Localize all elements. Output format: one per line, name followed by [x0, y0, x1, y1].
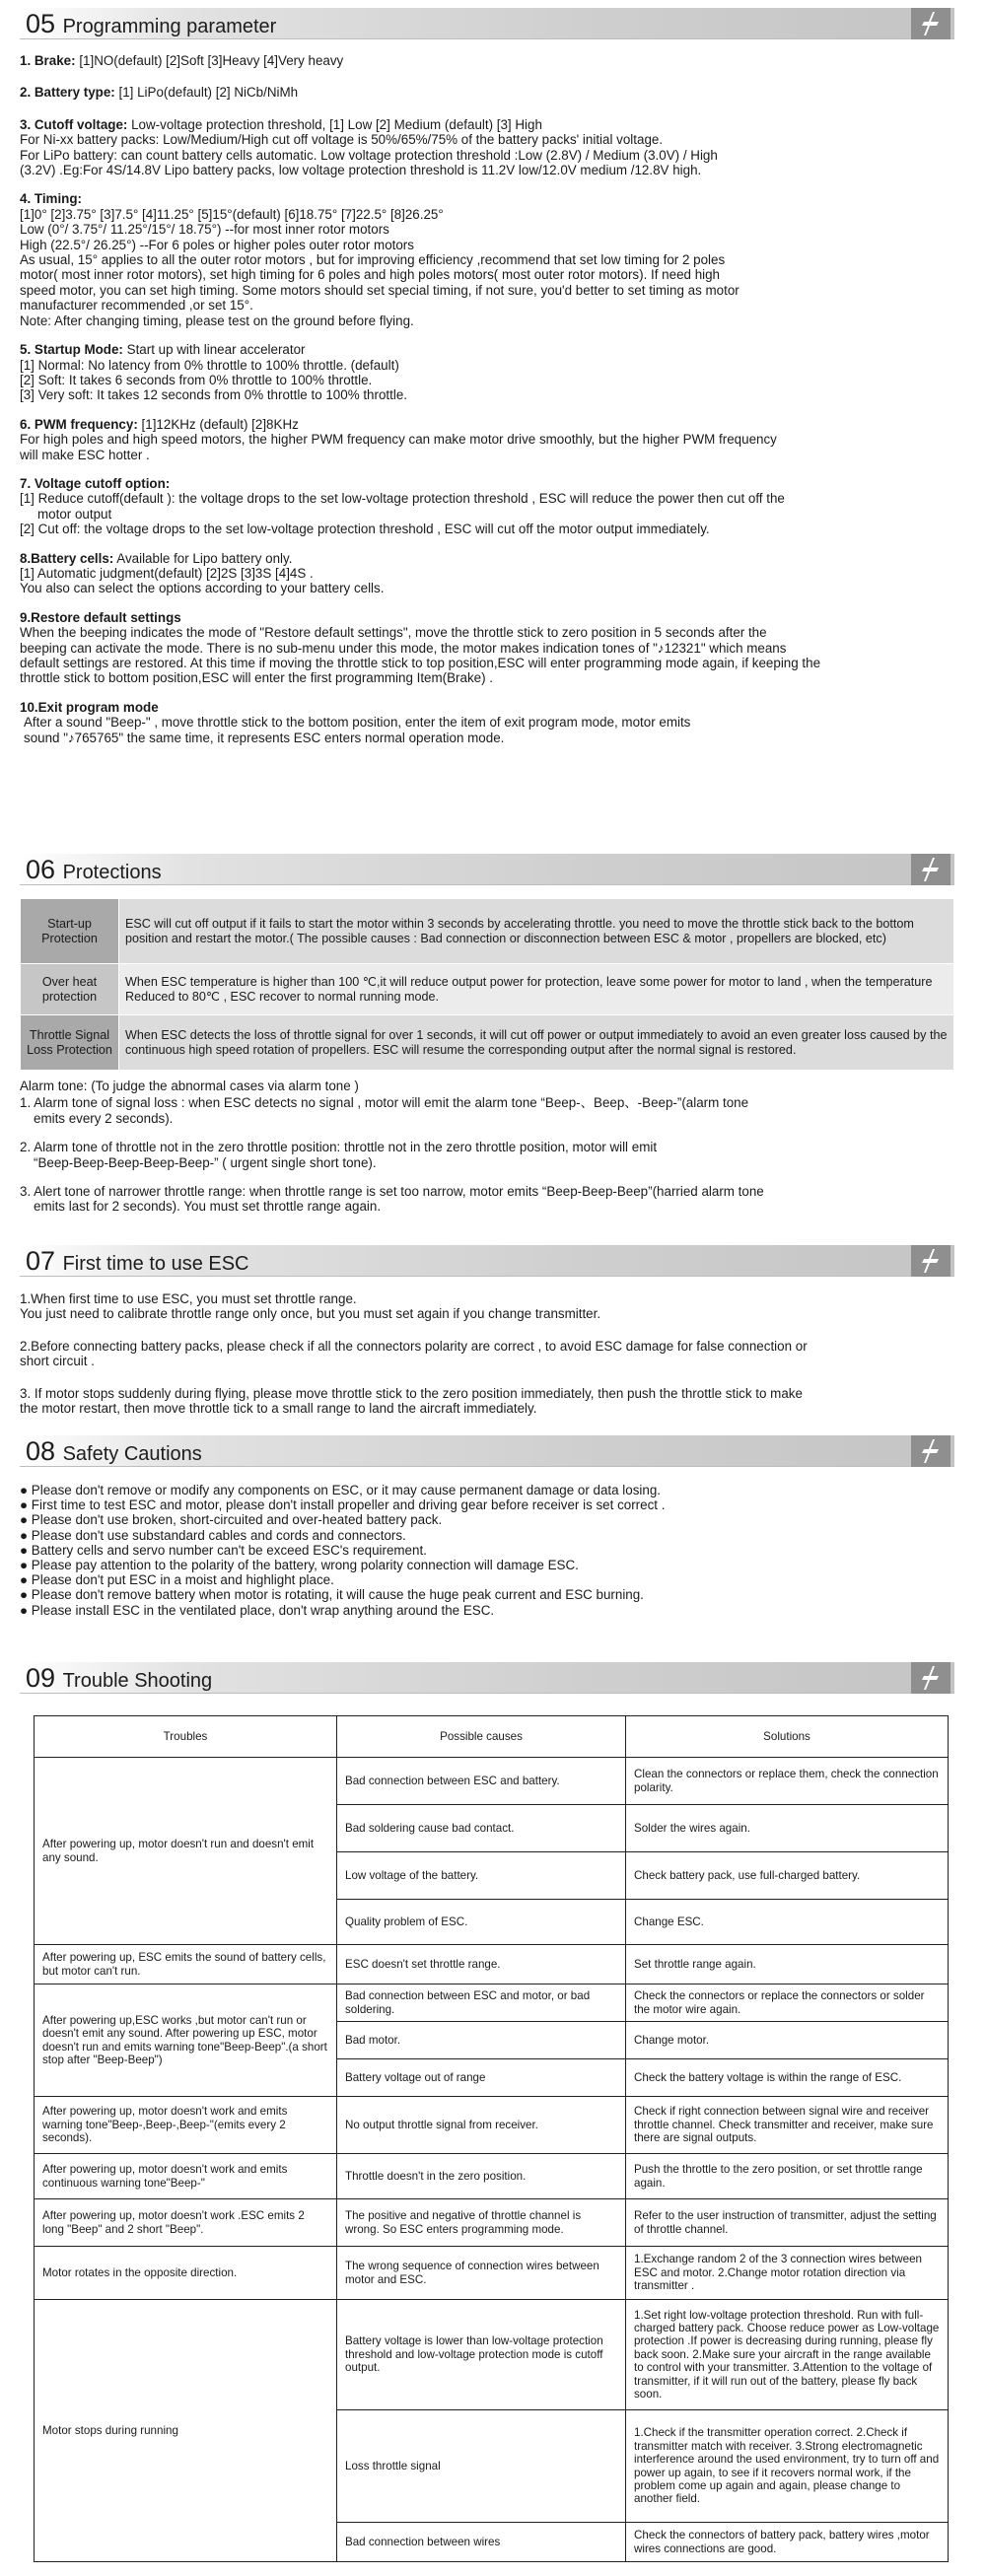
- first-use-item: You just need to calibrate throttle range only once, but you must set again if you change transmitter.: [20, 1306, 601, 1322]
- caution-item: ● Please don't use substandard cables and cords and connectors.: [20, 1527, 406, 1543]
- protection-label: Start-up Protection: [21, 899, 119, 964]
- trouble-cell: After powering up, motor doesn't run and doesn't emit any sound.: [35, 1758, 337, 1945]
- startup-line: [1] Normal: No latency from 0% throttle to 100% throttle. (default): [20, 357, 399, 373]
- cause-cell: Bad motor.: [337, 2022, 626, 2059]
- caution-item: ● Please install ESC in the ventilated place, don't wrap anything around the ESC.: [20, 1602, 495, 1618]
- cause-cell: The positive and negative of throttle channel is wrong. So ESC enters programming mode.: [337, 2199, 626, 2247]
- caution-item: ● Please don't remove battery when motor is rotating, it will cause the huge peak current and ESC burning.: [20, 1587, 644, 1603]
- table-row: [35, 1984, 949, 2022]
- brand-logo-icon: [911, 854, 951, 885]
- solution-cell: Refer to the user instruction of transmitter, adjust the setting of throttle channel.: [626, 2199, 949, 2247]
- protection-desc: ESC will cut off output if it fails to start the motor within 3 seconds by accelerating throttle. you need to move the throttle stick back to the bottom position and restart the motor.( The possible causes : Bad connection or disconnection between ESC & motor , propellers are blocked, etc): [119, 899, 954, 964]
- caution-item: ● Please don't put ESC in a moist and highlight place.: [20, 1572, 334, 1588]
- cause-cell: Bad soldering cause bad contact.: [337, 1805, 626, 1852]
- battery-type-param: 2. Battery type: [1] LiPo(default) [2] NiCb/NiMh: [20, 85, 299, 101]
- trouble-shooting-table: [34, 1715, 949, 2562]
- cause-cell: The wrong sequence of connection wires between motor and ESC.: [337, 2247, 626, 2300]
- table-row: [35, 2199, 949, 2247]
- vco-line: motor output: [37, 506, 112, 522]
- trouble-cell: After powering up, motor doesn't work and emits continuous warning tone"Beep-": [35, 2154, 337, 2199]
- alarm-intro: Alarm tone: (To judge the abnormal cases via alarm tone ): [20, 1079, 359, 1093]
- trouble-cell: After powering up,ESC works ,but motor can't run or doesn't emit any sound. After powering up ESC, motor doesn't run and emits warning tone"Beep-Beep".(a short stop after "Beep-Beep"): [35, 1984, 337, 2097]
- alarm-item: emits every 2 seconds).: [34, 1110, 174, 1126]
- section-title-08: 08 Safety Cautions: [26, 1436, 202, 1466]
- column-header: Troubles: [35, 1716, 337, 1758]
- timing-line: motor( most inner rotor motors), set high timing for 6 poles and high poles motors( most outer rotor motors). If need high: [20, 267, 721, 283]
- voltage-cutoff-param: 7. Voltage cutoff option:: [20, 475, 171, 491]
- solution-cell: Change ESC.: [626, 1900, 949, 1945]
- caution-item: ● Please pay attention to the polarity of the battery, wrong polarity connection will damage ESC.: [20, 1558, 579, 1573]
- cause-cell: No output throttle signal from receiver.: [337, 2097, 626, 2154]
- exit-line: After a sound "Beep-" , move throttle stick to the bottom position, enter the item of exit program mode, motor emits: [24, 715, 691, 731]
- first-use-item: 1.When first time to use ESC, you must set throttle range.: [20, 1291, 357, 1306]
- trouble-cell: After powering up, motor doesn't work and emits warning tone"Beep-,Beep-,Beep-"(emits every 2 seconds).: [35, 2097, 337, 2154]
- timing-line: As usual, 15° applies to all the outer rotor motors , but for improving efficiency ,recommend that set low timing for 2 poles: [20, 252, 726, 268]
- restore-line: beeping can activate the mode. There is no sub-menu under this mode, the motor makes indication tones of "♪12321" which means: [20, 640, 787, 656]
- startup-mode-param: 5. Startup Mode: Start up with linear accelerator: [20, 342, 306, 358]
- brand-logo-icon: [911, 1435, 951, 1467]
- solution-cell: 1.Check if the transmitter operation correct. 2.Check if transmitter match with receiver. 3.Strong electromagnetic interference around the used environment, try to turn off and power up again, to see if it recovers normal work, if the problem come up again and again, please change to another field.: [626, 2410, 949, 2523]
- solution-cell: Set throttle range again.: [626, 1945, 949, 1984]
- solution-cell: Check battery pack, use full-charged battery.: [626, 1852, 949, 1900]
- timing-line: [1]0° [2]3.75° [3]7.5° [4]11.25° [5]15°(default) [6]18.75° [7]22.5° [8]26.25°: [20, 206, 444, 222]
- solution-cell: Check the connectors of battery pack, battery wires ,motor wires connections are good.: [626, 2523, 949, 2562]
- caution-item: ● Please don't use broken, short-circuited and over-heated battery pack.: [20, 1512, 443, 1528]
- solution-cell: Check if right connection between signal wire and receiver throttle channel. Check transmitter and receiver, make sure there are signal outputs.: [626, 2097, 949, 2154]
- startup-line: [2] Soft: It takes 6 seconds from 0% throttle to 100% throttle.: [20, 372, 373, 387]
- alarm-item: 3. Alert tone of narrower throttle range: when throttle range is set too narrow, motor emits “Beep-Beep-Beep”(harried alarm tone: [20, 1184, 764, 1200]
- first-use-item: short circuit .: [20, 1354, 95, 1369]
- brand-logo-icon: [911, 1662, 951, 1694]
- section-title-09: 09 Trouble Shooting: [26, 1663, 213, 1693]
- section-header-07: [20, 1245, 954, 1277]
- solution-cell: Check the battery voltage is within the range of ESC.: [626, 2059, 949, 2097]
- table-header-row: [35, 1716, 949, 1758]
- table-row: [21, 899, 954, 964]
- protection-label: Throttle Signal Loss Protection: [21, 1015, 119, 1071]
- caution-item: ● Battery cells and servo number can't be exceed ESC's requirement.: [20, 1542, 427, 1558]
- section-header-09: [20, 1662, 954, 1694]
- trouble-cell: Motor stops during running: [35, 2300, 337, 2562]
- protection-label: Over heat protection: [21, 964, 119, 1015]
- exit-program-param: 10.Exit program mode: [20, 699, 159, 715]
- startup-line: [3] Very soft: It takes 12 seconds from 0% throttle to 100% throttle.: [20, 387, 407, 403]
- cause-cell: Bad connection between ESC and battery.: [337, 1758, 626, 1805]
- timing-line: manufacturer recommended ,or set 15°.: [20, 298, 253, 313]
- column-header: Possible causes: [337, 1716, 626, 1758]
- alarm-tones: [20, 1079, 954, 1215]
- first-use-item: the motor restart, then move throttle tick to a small range to land the aircraft immediately.: [20, 1401, 537, 1417]
- cause-cell: Bad connection between wires: [337, 2523, 626, 2562]
- trouble-cell: Motor rotates in the opposite direction.: [35, 2247, 337, 2300]
- cause-cell: Battery voltage out of range: [337, 2059, 626, 2097]
- trouble-cell: After powering up, ESC emits the sound of battery cells, but motor can't run.: [35, 1945, 337, 1984]
- safety-cautions-list: [20, 1483, 954, 1618]
- timing-line: speed motor, you can set high timing. Some motors should set special timing, if not sure, you'd better to set timing as motor: [20, 282, 740, 298]
- cause-cell: Loss throttle signal: [337, 2410, 626, 2523]
- section-title-07: 07 First time to use ESC: [26, 1246, 249, 1276]
- table-row: [35, 1758, 949, 1805]
- cells-line: You also can select the options according to your battery cells.: [20, 581, 385, 596]
- table-row: [35, 1945, 949, 1984]
- solution-cell: Change motor.: [626, 2022, 949, 2059]
- cutoff-line: For Ni-xx battery packs: Low/Medium/High cut off voltage is 50%/65%/75% of the battery packs' initial voltage.: [20, 132, 664, 148]
- table-row: [35, 2154, 949, 2199]
- restore-line: When the beeping indicates the mode of "Restore default settings", move the throttle stick to zero position in 5 seconds after the: [20, 625, 767, 641]
- solution-cell: 1.Exchange random 2 of the 3 connection wires between ESC and motor. 2.Change motor rotation direction via transmitter .: [626, 2247, 949, 2300]
- section-header-06: [20, 854, 954, 885]
- cells-line: [1] Automatic judgment(default) [2]2S [3]3S [4]4S .: [20, 565, 314, 581]
- cause-cell: Low voltage of the battery.: [337, 1852, 626, 1900]
- restore-line: default settings are restored. At this time if moving the throttle stick to top position,ESC will enter programming mode again, if keeping the: [20, 656, 821, 670]
- pwm-param: 6. PWM frequency: [1]12KHz (default) [2]8KHz: [20, 416, 299, 432]
- caution-item: ● First time to test ESC and motor, please don't install propeller and driving gear before receiver is set correct .: [20, 1497, 666, 1513]
- table-row: [21, 964, 954, 1015]
- table-row: [21, 1015, 954, 1071]
- alarm-item: 2. Alarm tone of throttle not in the zero throttle position: throttle not in the zero throttle position, motor will emit: [20, 1140, 658, 1155]
- battery-cells-param: 8.Battery cells: Available for Lipo battery only.: [20, 550, 293, 566]
- pwm-line: For high poles and high speed motors, the higher PWM frequency can make motor drive smoothly, but the higher PWM frequency: [20, 432, 777, 448]
- brand-logo-icon: [911, 8, 951, 39]
- alarm-item: 1. Alarm tone of signal loss : when ESC detects no signal , motor will emit the alarm tone “Beep-、Beep、-Beep-”(alarm tone: [20, 1095, 749, 1111]
- solution-cell: Push the throttle to the zero position, or set throttle range again.: [626, 2154, 949, 2199]
- first-use-list: [20, 1291, 954, 1416]
- protections-table: [20, 898, 954, 1071]
- protection-desc: When ESC temperature is higher than 100 ℃,it will reduce output power for protection, leave some power for motor to land , when the temperature Reduced to 80℃ , ESC recover to normal running mode.: [119, 964, 954, 1015]
- vco-line: [1] Reduce cutoff(default ): the voltage drops to the set low-voltage protection threshold , ESC will reduce the power then cut off the: [20, 491, 785, 507]
- timing-line: Note: After changing timing, please test on the ground before flying.: [20, 313, 414, 328]
- cutoff-voltage-param: 3. Cutoff voltage: Low-voltage protection threshold, [1] Low [2] Medium (default) [3] High: [20, 116, 542, 132]
- brand-logo-icon: [911, 1245, 951, 1277]
- cause-cell: Throttle doesn't in the zero position.: [337, 2154, 626, 2199]
- alarm-item: emits last for 2 seconds). You must set throttle range again.: [34, 1199, 382, 1215]
- timing-line: Low (0°/ 3.75°/ 11.25°/15°/ 18.75°) --for most inner rotor motors: [20, 222, 389, 238]
- trouble-cell: After powering up, motor doesn't work .ESC emits 2 long "Beep" and 2 short "Beep".: [35, 2199, 337, 2247]
- table-row: [35, 2097, 949, 2154]
- column-header: Solutions: [626, 1716, 949, 1758]
- table-row: [35, 2247, 949, 2300]
- exit-line: sound "♪765765" the same time, it represents ESC enters normal operation mode.: [24, 730, 505, 745]
- solution-cell: Solder the wires again.: [626, 1805, 949, 1852]
- pwm-line: will make ESC hotter .: [20, 447, 150, 462]
- timing-param: 4. Timing:: [20, 191, 82, 207]
- cause-cell: Bad connection between ESC and motor, or bad soldering.: [337, 1984, 626, 2022]
- first-use-item: 3. If motor stops suddenly during flying, please move throttle stick to the zero position immediately, then push the throttle stick to make: [20, 1385, 803, 1401]
- protection-desc: When ESC detects the loss of throttle signal for over 1 seconds, it will cut off power or output immediately to avoid an even greater loss caused by the continuous high speed rotation of propellers. ESC will resume the corresponding output after the normal signal is restored.: [119, 1015, 954, 1071]
- cutoff-line: (3.2V) .Eg:For 4S/14.8V Lipo battery packs, low voltage protection threshold is 11.2V low/12.0V medium /12.8V high.: [20, 163, 702, 178]
- cause-cell: Battery voltage is lower than low-voltage protection threshold and low-voltage protection mode is cutoff output.: [337, 2300, 626, 2410]
- restore-line: throttle stick to bottom position,ESC will enter the first programming Item(Brake) .: [20, 670, 494, 686]
- vco-line: [2] Cut off: the voltage drops to the set low-voltage protection threshold , ESC will cut off the motor output immediately.: [20, 522, 710, 537]
- solution-cell: Check the connectors or replace the connectors or solder the motor wire again.: [626, 1984, 949, 2022]
- cutoff-line: For LiPo battery: can count battery cells automatic. Low voltage protection threshold :Low (2.8V) / Medium (3.0V) / High: [20, 147, 718, 163]
- cause-cell: Quality problem of ESC.: [337, 1900, 626, 1945]
- section-title-06: 06 Protections: [26, 855, 162, 884]
- table-row: [35, 2300, 949, 2410]
- first-use-item: 2.Before connecting battery packs, please check if all the connectors polarity are correct , to avoid ESC damage for false connection or: [20, 1338, 808, 1354]
- cause-cell: ESC doesn't set throttle range.: [337, 1945, 626, 1984]
- caution-item: ● Please don't remove or modify any components on ESC, or it may cause permanent damage or data losing.: [20, 1483, 662, 1497]
- solution-cell: Clean the connectors or replace them, check the connection polarity.: [626, 1758, 949, 1805]
- section-header-05: [20, 8, 954, 39]
- restore-defaults-param: 9.Restore default settings: [20, 609, 181, 625]
- brake-param: 1. Brake: [1]NO(default) [2]Soft [3]Heavy [4]Very heavy: [20, 53, 344, 68]
- section-title-05: 05 Programming parameter: [26, 9, 277, 38]
- section-header-08: [20, 1435, 954, 1467]
- timing-line: High (22.5°/ 26.25°) --For 6 poles or higher poles outer rotor motors: [20, 237, 414, 252]
- solution-cell: 1.Set right low-voltage protection threshold. Run with full-charged battery pack. Choose reduce power as Low-voltage protection .If power is decreasing during running, please fly back soon. 2.Make sure your aircraft in the range available to control with your transmitter. 3.Attention to the voltage of transmitter, if it will run out of the battery, please fly back soon.: [626, 2300, 949, 2410]
- alarm-item: “Beep-Beep-Beep-Beep-Beep-” ( urgent single short tone).: [34, 1154, 377, 1170]
- programming-parameters: [20, 53, 954, 745]
